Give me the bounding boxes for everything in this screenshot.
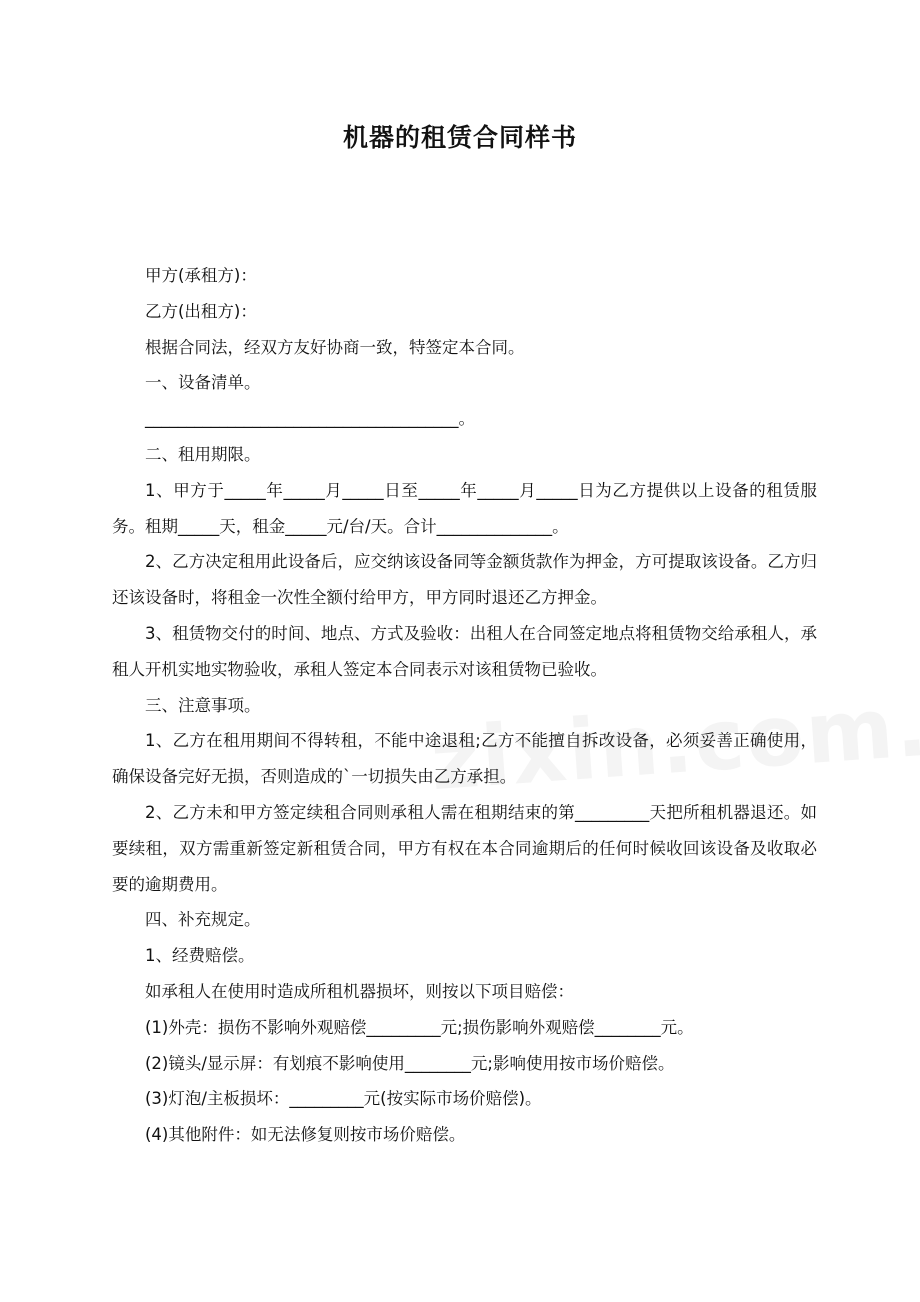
paragraph-equipment-blank: ______________________________________。 xyxy=(145,409,475,429)
paragraph-supplement-1: 1、经费赔偿。 xyxy=(145,946,255,966)
section-heading-notes: 三、注意事项。 xyxy=(145,695,261,715)
paragraph-item-accessories: (4)其他附件：如无法修复则按市场价赔偿。 xyxy=(145,1125,466,1145)
paragraph-term-2: 2、乙方决定租用此设备后，应交纳该设备同等金额货款作为押金，方可提取该设备。乙方归还该设备时，将租金一次性全额付给甲方，甲方同时退还乙方押金。 xyxy=(112,552,817,608)
paragraph-item-lens: (2)镜头/显示屏：有划痕不影响使用________元;影响使用按市场价赔偿。 xyxy=(145,1053,675,1073)
paragraph-term-3: 3、租赁物交付的时间、地点、方式及验收：出租人在合同签定地点将租赁物交给承租人，承租人开机实地实物验收，承租人签定本合同表示对该租赁物已验收。 xyxy=(112,623,817,679)
paragraph-party-a: 甲方(承租方)： xyxy=(145,266,257,285)
paragraph-term-1: 1、甲方于_____年_____月_____日至_____年_____月_____日为乙方提供以上设备的租赁服务。租期_____天，租金_____元/台/天。合计______________。 xyxy=(112,480,817,536)
section-heading-supplement: 四、补充规定。 xyxy=(145,910,261,930)
paragraph-supplement-intro: 如承租人在使用时造成所租机器损坏，则按以下项目赔偿： xyxy=(145,981,574,1001)
document-title: 机器的租赁合同样书 xyxy=(342,123,577,152)
paragraph-preamble: 根据合同法，经双方友好协商一致，特签定本合同。 xyxy=(145,337,525,357)
paragraph-notes-2: 2、乙方未和甲方签定续租合同则承租人需在租期结束的第_________天把所租机器退还。如要续租，双方需重新签定新租赁合同，甲方有权在本合同逾期后的任何时候收回该设备及收取必要的逾期费用。 xyxy=(112,802,817,894)
paragraph-notes-1: 1、乙方在租用期间不得转租，不能中途退租;乙方不能擅自拆改设备，必须妥善正确使用，确保设备完好无损，否则造成的`一切损失由乙方承担。 xyxy=(112,731,817,787)
section-heading-term: 二、租用期限。 xyxy=(145,444,261,464)
section-heading-equipment: 一、设备清单。 xyxy=(145,373,261,393)
paragraph-item-bulb: (3)灯泡/主板损坏：_________元(按实际市场价赔偿)。 xyxy=(145,1089,542,1109)
paragraph-item-shell: (1)外壳：损伤不影响外观赔偿_________元;损伤影响外观赔偿________元。 xyxy=(145,1017,694,1037)
paragraph-party-b: 乙方(出租方)： xyxy=(145,301,257,321)
document-body xyxy=(112,258,817,1153)
